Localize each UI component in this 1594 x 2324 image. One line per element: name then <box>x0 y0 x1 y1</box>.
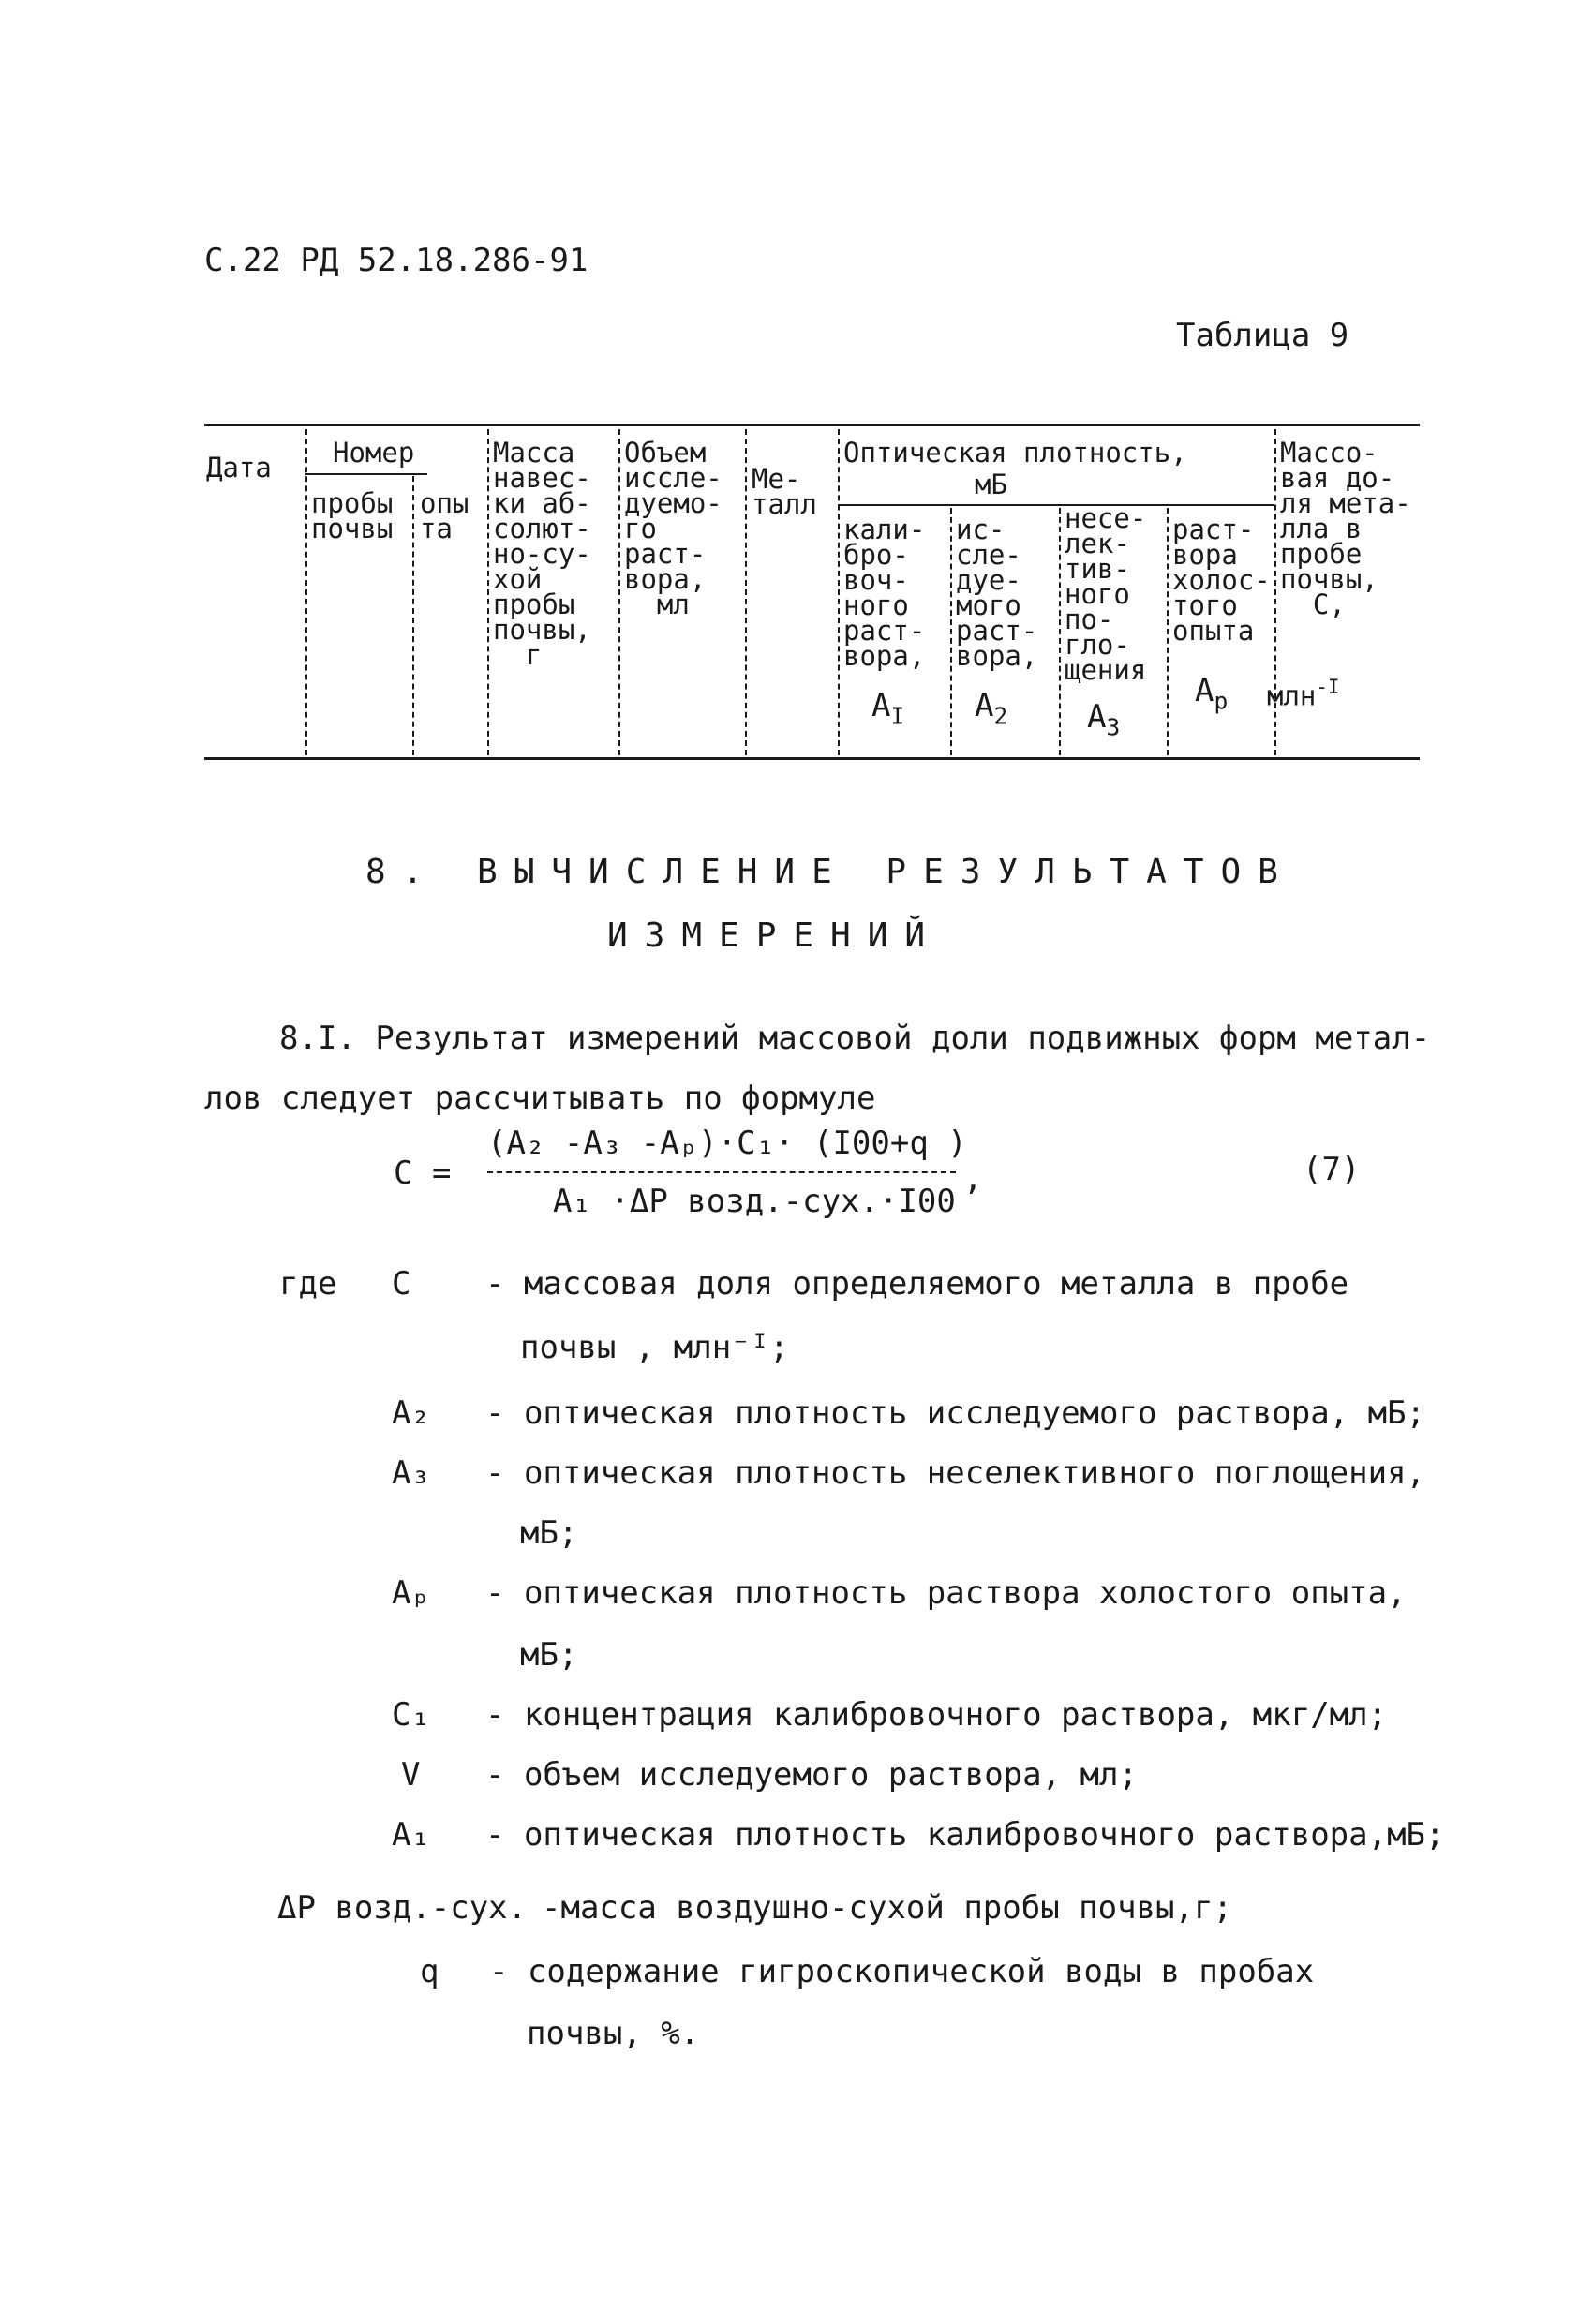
a3-letter: A <box>1087 698 1107 736</box>
col-divider-7 <box>950 508 952 755</box>
col-divider-5 <box>745 429 747 755</box>
a3-index: 3 <box>1106 713 1121 741</box>
paragraph-line1: 8.I. Результат измерений массовой доли подвижных форм метал- <box>279 1020 1431 1057</box>
fraction-bar <box>487 1171 956 1173</box>
def-symbol-c1: C₁ <box>392 1696 430 1734</box>
table-bottom-rule <box>204 757 1420 760</box>
optical-underline <box>838 504 1274 506</box>
section-heading-line1: 8. ВЫЧИСЛЕНИЕ РЕЗУЛЬТАТОВ <box>365 853 1295 891</box>
def-text-c1: - концентрация калибровочного раствора, мкг/мл; <box>485 1696 1388 1734</box>
a2-letter: A <box>975 687 994 724</box>
col-header-optical-unit: мБ <box>975 469 1007 500</box>
col-header-a3-symbol <box>1087 698 1121 741</box>
col-header-number: Номер <box>333 437 415 469</box>
def-symbol-c: C <box>392 1265 411 1303</box>
ap-letter: A <box>1195 672 1214 709</box>
page-reference: С.22 РД 52.18.286-91 <box>204 242 588 279</box>
col-header-mass-fraction: Массо- вая до- ля мета- лла в пробе почвы, C, <box>1280 437 1411 620</box>
col-header-a2: ис- сле- дуе- мого раст- вора, <box>956 514 1038 672</box>
paragraph-line2: лов следует рассчитывать по формуле <box>204 1080 876 1117</box>
unit-text: млн <box>1267 679 1317 712</box>
col-divider-8 <box>1059 508 1061 755</box>
ap-index: p <box>1214 687 1229 715</box>
col-header-a1-symbol <box>871 687 905 730</box>
col-header-volume: Объем иссле- дуемо- го раст- вора, мл <box>624 437 723 620</box>
where-label: где <box>279 1265 337 1303</box>
formula-number: (7) <box>1303 1151 1361 1188</box>
def-text-q-cont: почвы, %. <box>527 2015 700 2052</box>
formula-denominator: A₁ ·ΔP возд.-сух.·I00 <box>553 1183 956 1220</box>
def-text-a3: - оптическая плотность неселективного поглощения, <box>485 1454 1426 1492</box>
formula-numerator: (A₂ -A₃ -Aₚ)·C₁· (I00+q ) <box>487 1125 967 1162</box>
def-text-ap-cont: мБ; <box>520 1636 578 1674</box>
formula-lhs: C = <box>394 1155 452 1192</box>
def-text-c-cont: почвы , млн⁻ᴵ; <box>520 1329 789 1366</box>
def-text-q: - содержание гигроскопической воды в пробах <box>489 1953 1315 1990</box>
table-top-rule <box>204 424 1420 426</box>
def-text-delta-p: -масса воздушно-сухой пробы почвы,г; <box>542 1889 1232 1927</box>
def-symbol-a1: A₁ <box>392 1816 430 1854</box>
def-symbol-a3: A₃ <box>392 1454 430 1492</box>
def-text-a3-cont: мБ; <box>520 1514 578 1552</box>
def-symbol-v: V <box>401 1756 421 1794</box>
col-header-mass: Масса навес- ки аб- солют- но-су- хой пробы почвы, г <box>493 437 591 671</box>
col-header-experiment: опы та <box>420 487 469 544</box>
def-symbol-delta-p: ΔP возд.-сух. <box>277 1889 528 1927</box>
def-text-v: - объем исследуемого раствора, мл; <box>485 1756 1138 1794</box>
col-divider-6 <box>838 429 840 755</box>
def-text-ap: - оптическая плотность раствора холостого опыта, <box>485 1574 1407 1612</box>
def-symbol-q: q <box>420 1953 439 1990</box>
a1-index: I <box>890 702 905 730</box>
col-divider-2 <box>412 476 414 755</box>
col-divider-1 <box>305 429 307 755</box>
table-title: Таблица 9 <box>1176 317 1349 354</box>
formula-trailing: , <box>963 1160 983 1198</box>
col-header-a2-symbol <box>975 687 1008 730</box>
col-divider-9 <box>1167 508 1169 755</box>
col-header-mass-fraction-unit <box>1267 675 1340 712</box>
col-header-metal: Ме- талл <box>752 463 817 520</box>
unit-exponent: -I <box>1316 676 1340 698</box>
col-header-ap: раст- вора холос- того опыта <box>1172 514 1271 647</box>
def-symbol-a2: A₂ <box>392 1394 430 1432</box>
col-header-a1: кали- бро- воч- ного раст- вора, <box>843 514 926 672</box>
def-symbol-ap: Aₚ <box>392 1574 430 1612</box>
a2-index: 2 <box>993 702 1008 730</box>
def-text-c: - массовая доля определяемого металла в пробе <box>485 1265 1349 1303</box>
col-divider-4 <box>618 429 620 755</box>
col-header-ap-symbol <box>1195 672 1229 715</box>
def-text-a1: - оптическая плотность калибровочного раствора,мБ; <box>485 1816 1445 1854</box>
col-divider-3 <box>487 429 489 755</box>
col-header-a3: несе- лек- тив- ного по- гло- щения <box>1065 502 1147 686</box>
col-header-sample: пробы почвы <box>311 487 394 544</box>
number-underline <box>305 473 427 475</box>
col-header-optical: Оптическая плотность, <box>843 437 1187 469</box>
a1-letter: A <box>871 687 891 724</box>
col-header-date: Дата <box>206 452 272 484</box>
def-text-a2: - оптическая плотность исследуемого раствора, мБ; <box>485 1394 1426 1432</box>
section-heading-line2: ИЗМЕРЕНИЙ <box>607 916 943 955</box>
